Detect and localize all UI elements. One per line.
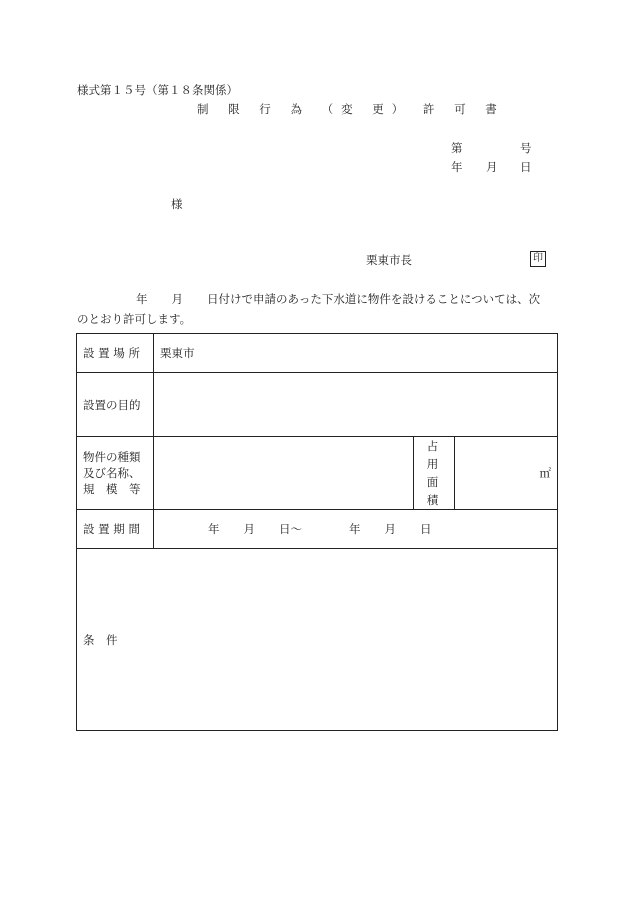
permit-number-prefix: 第: [451, 141, 463, 155]
permit-table: [76, 333, 558, 731]
place-value: 栗東市: [154, 334, 558, 373]
table-row: [77, 437, 558, 510]
document-title: 制 限 行 為 （変 更） 許 可 書: [197, 102, 505, 116]
term-end-day: 日: [420, 522, 432, 536]
body-month: 月: [171, 292, 183, 306]
body-line1-rest: 日付けで申請のあった下水道に物件を設けることについては、次: [207, 292, 541, 306]
addressee-honorific: 様: [171, 197, 183, 211]
issue-date-year: 年: [451, 160, 463, 174]
table-row: [77, 373, 558, 437]
permit-number-suffix: 号: [520, 141, 532, 155]
term-end-year: 年: [349, 522, 361, 536]
term-start-day: 日〜: [279, 522, 302, 536]
kind-value: [154, 437, 414, 510]
kind-label: [77, 437, 154, 510]
term-value: [154, 510, 558, 549]
area-label-line-2: 面 積: [426, 475, 442, 507]
term-end-month: 月: [384, 522, 396, 536]
conditions-label: 条 件: [83, 632, 118, 647]
issuer-title: 栗東市長: [366, 253, 412, 267]
body-text-line-2: のとおり許可します。: [77, 312, 192, 326]
issue-date-month: 月: [486, 160, 498, 174]
term-start-year: 年: [208, 522, 220, 536]
term-label: 設 置 期 間: [77, 510, 154, 549]
issue-date-day: 日: [520, 160, 532, 174]
body-year: 年: [136, 292, 148, 306]
area-label: [414, 437, 455, 510]
table-row: [77, 549, 558, 731]
kind-label-line-1: 物件の種類: [83, 450, 141, 464]
purpose-label: 設置の目的: [77, 373, 154, 437]
purpose-value: [154, 373, 558, 437]
conditions-cell: [77, 549, 558, 731]
area-value: [455, 437, 558, 510]
area-label-line-1: 占 用: [426, 439, 442, 471]
table-row: [77, 334, 558, 373]
kind-label-line-2: 及び名称、: [83, 466, 141, 480]
area-unit: ㎡: [539, 466, 552, 480]
form-number: 様式第１５号（第１８条関係）: [77, 83, 238, 97]
table-row: [77, 510, 558, 549]
seal-mark: 印: [530, 251, 546, 267]
body-text-line-1: [136, 294, 540, 306]
kind-label-line-3: 規 模 等: [83, 482, 141, 496]
place-label: 設 置 場 所: [77, 334, 154, 373]
term-start-month: 月: [243, 522, 255, 536]
